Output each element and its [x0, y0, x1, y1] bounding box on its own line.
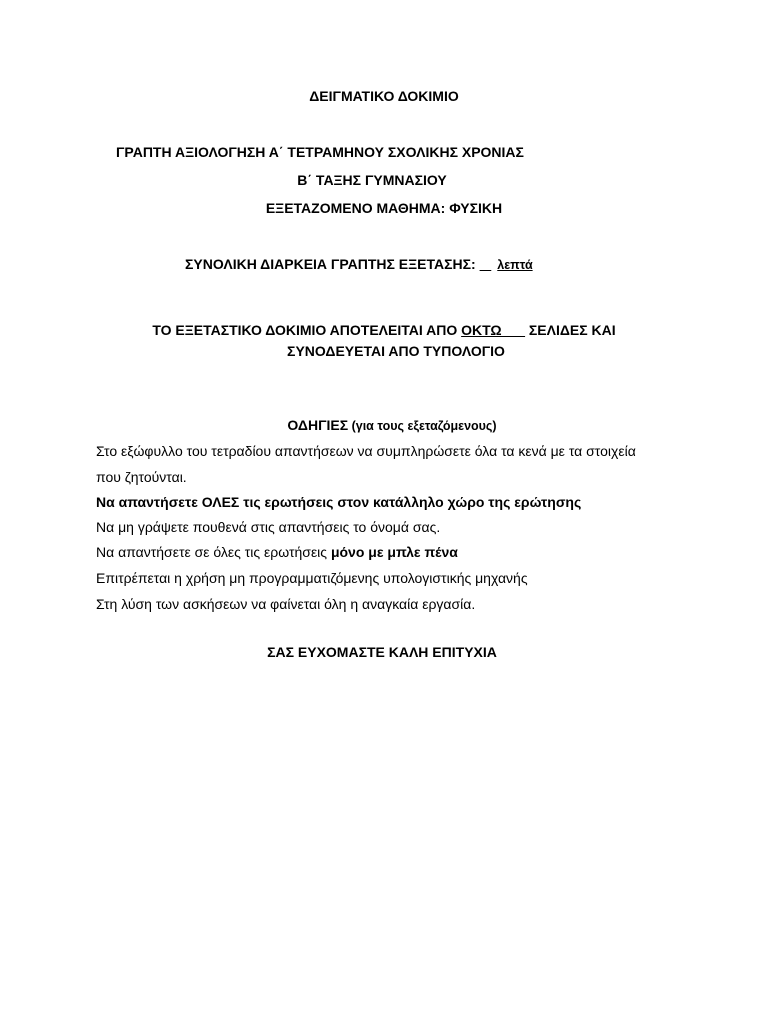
instruction-4-text: Να απαντήσετε σε όλες τις ερωτήσεις [96, 544, 331, 560]
subject-line: ΕΞΕΤΑΖΟΜΕΝΟ ΜΑΘΗΜΑ: ΦΥΣΙΚΗ [265, 200, 503, 216]
pages-prefix: ΤΟ ΕΞΕΤΑΣΤΙΚΟ ΔΟΚΙΜΙΟ ΑΠΟΤΕΛΕΙΤΑΙ ΑΠΟ [152, 322, 462, 338]
class-line: Β΄ ΤΑΞΗΣ ΓΥΜΝΑΣΙΟΥ [297, 172, 447, 188]
sample-title: ΔΕΙΓΜΑΤΙΚΟ ΔΟΚΙΜΙΟ [309, 88, 459, 104]
pages-statement-line1 [0, 321, 768, 339]
instruction-4-bold: μόνο με μπλε πένα [330, 544, 458, 560]
pages-suffix: ΣΕΛΙΔΕΣ ΚΑΙ [525, 322, 616, 338]
instruction-5: Επιτρέπεται η χρήση μη προγραμματιζόμενης υπολογιστικής μηχανής [96, 570, 528, 586]
instruction-1: Στο εξώφυλλο του τετραδίου απαντήσεων να συμπληρώσετε όλα τα κενά με τα στοιχεία [96, 443, 636, 459]
pages-statement-line2: ΣΥΝΟΔΕΥΕΤΑΙ ΑΠΟ ΤΥΠΟΛΟΓΙΟ [287, 343, 505, 359]
duration-blank [480, 256, 492, 272]
instruction-1-cont: που ζητούνται. [96, 469, 187, 485]
closing-wish: ΣΑΣ ΕΥΧΟΜΑΣΤΕ ΚΑΛΗ ΕΠΙΤΥΧΙΑ [267, 644, 497, 660]
instruction-3: Να μη γράψετε πουθενά στις απαντήσεις το όνομά σας. [96, 519, 441, 535]
instruction-4 [96, 543, 458, 561]
instructions-heading-note: (για τους εξεταζόμενους) [348, 419, 497, 433]
instruction-6: Στη λύση των ασκήσεων να φαίνεται όλη η αναγκαία εργασία. [96, 596, 476, 612]
exam-title: ΓΡΑΠΤΗ ΑΞΙΟΛΟΓΗΣΗ Α΄ ΤΕΤΡΑΜΗΝΟΥ ΣΧΟΛΙΚΗΣ ΧΡΟΝΙΑΣ [116, 144, 524, 160]
duration-unit: λεπτά [497, 258, 533, 272]
pages-count: ΟΚΤΩ___ [461, 322, 525, 338]
instructions-heading: ΟΔΗΓΙΕΣ [287, 417, 349, 433]
instruction-2: Να απαντήσετε ΟΛΕΣ τις ερωτήσεις στον κατάλληλο χώρο της ερώτησης [96, 494, 582, 510]
instructions-heading-line [8, 416, 768, 435]
duration-line [185, 255, 533, 274]
duration-label: ΣΥΝΟΛΙΚΗ ΔΙΑΡΚΕΙΑ ΓΡΑΠΤΗΣ ΕΞΕΤΑΣΗΣ: [185, 256, 476, 272]
